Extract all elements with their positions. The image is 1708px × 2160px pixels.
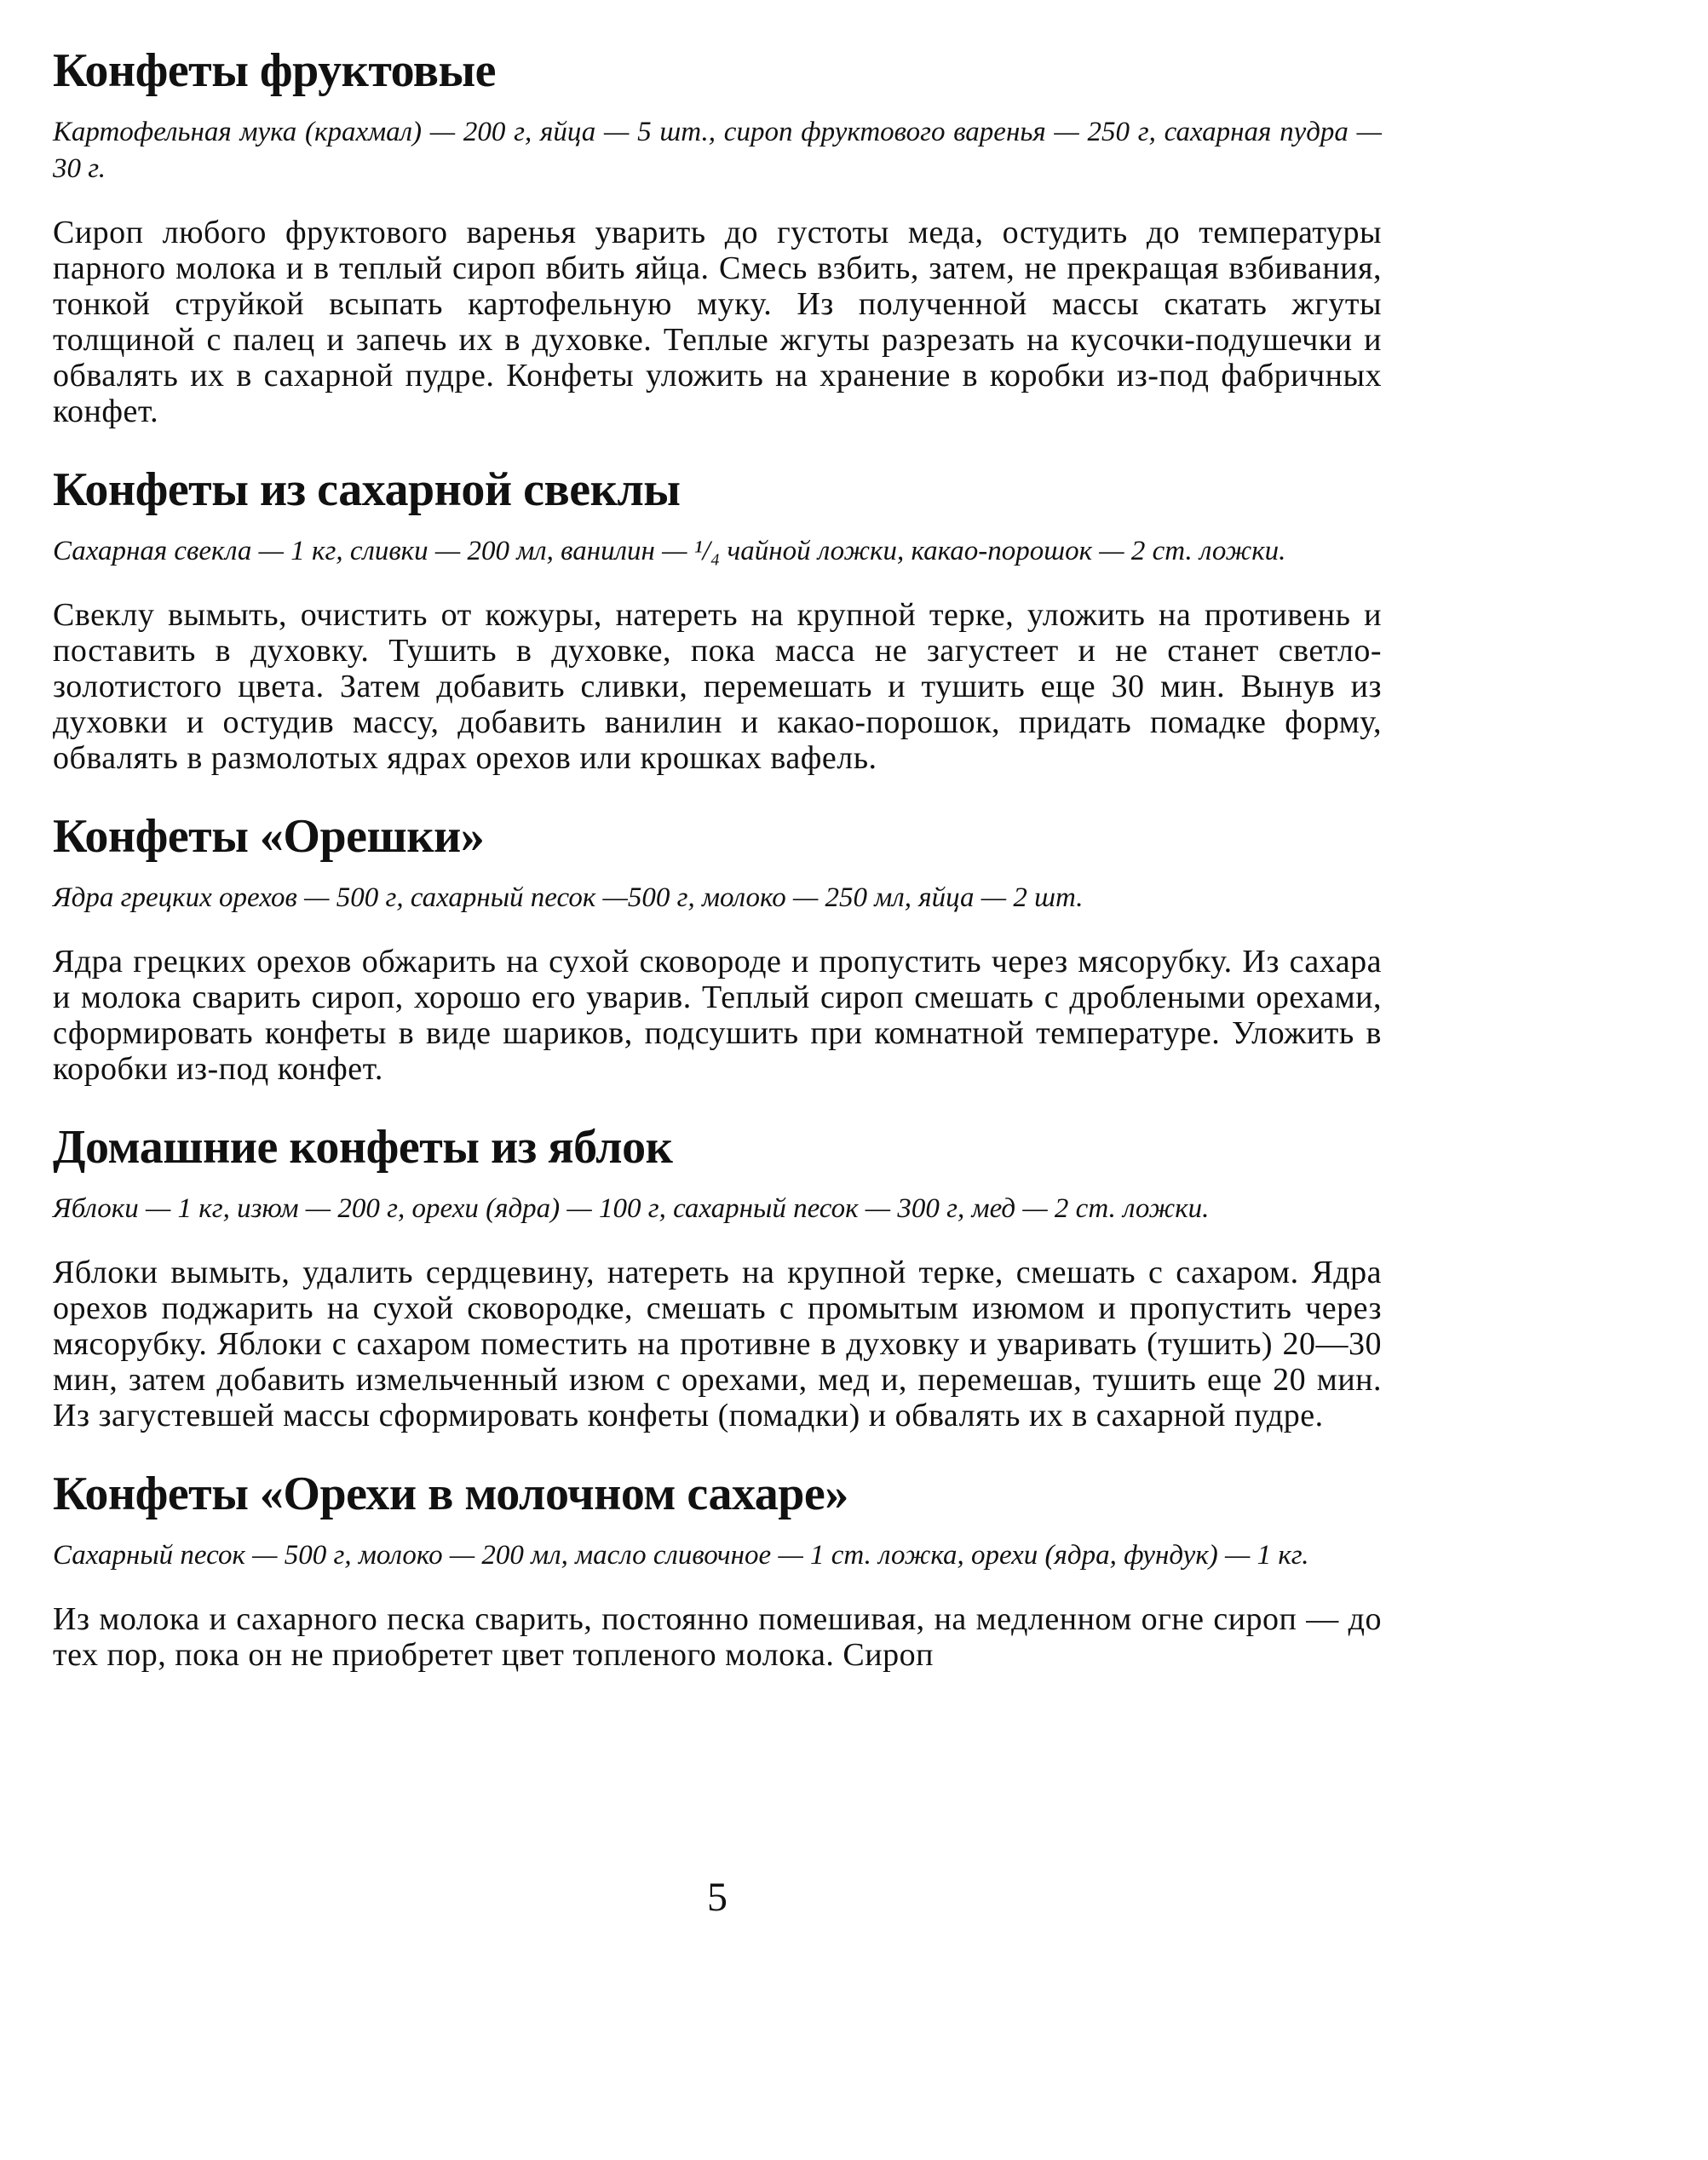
- recipe-sugar-beet-candies: [53, 462, 1382, 776]
- recipe-title: Конфеты «Орешки»: [53, 810, 485, 863]
- recipe-ingredients: Картофельная мука (крахмал) — 200 г, яйца — 5 шт., сироп фруктового варенья — 250 г, сахарная пудра — 30 г.: [53, 117, 1382, 184]
- recipe-method: Сироп любого фруктового варенья уварить до густоты меда, остудить до температуры парного молока и в теплый сироп вбить яйца. Смесь взбить, затем, не прекращая взбивания, тонкой струйкой всыпать картофельную муку. Из полученной массы скатать жгуты толщиной с палец и запечь их в духовке. Теплые жгуты разрезать на кусочки-подушечки и обвалять их в сахарной пудре. Конфеты уложить на хранение в коробки из-под фабричных конфет.: [53, 215, 1382, 429]
- book-page: [53, 43, 1382, 1920]
- recipe-fruit-candies: [53, 43, 1382, 429]
- recipe-method: Из молока и сахарного песка сварить, постоянно помешивая, на медленном огне сироп — до тех пор, пока он не приобретет цвет топленого молока. Сироп: [53, 1601, 1382, 1673]
- recipe-apple-candies: [53, 1119, 1382, 1433]
- recipe-method: Яблоки вымыть, удалить сердцевину, натереть на крупной терке, смешать с сахаром. Ядра орехов поджарить на сухой сковородке, смешать с промытым изюмом и пропустить через мясорубку. Яблоки с сахаром поместить на противне в духовку и уваривать (тушить) 20—30 мин, затем добавить измельченный изюм с орехами, мед и, перемешав, тушить еще 20 мин. Из загустевшей массы сформировать конфеты (помадки) и обвалять их в сахарной пудре.: [53, 1255, 1382, 1433]
- recipe-nut-candies: [53, 808, 1382, 1087]
- recipe-ingredients: Сахарная свекла — 1 кг, сливки — 200 мл, ванилин — ¹/₄ чайной ложки, какао-порошок — 2 ст. ложки.: [53, 536, 1286, 566]
- recipe-method: Ядра грецких орехов обжарить на сухой сковороде и пропустить через мясорубку. Из сахара и молока сварить сироп, хорошо его уварив. Теплый сироп смешать с дроблеными орехами, сформировать конфеты в виде шариков, подсушить при комнатной температуре. Уложить в коробки из-под конфет.: [53, 944, 1382, 1087]
- page-number: 5: [707, 1875, 727, 1920]
- recipe-title: Домашние конфеты из яблок: [53, 1121, 673, 1174]
- recipe-title: Конфеты «Орехи в молочном сахаре»: [53, 1468, 848, 1520]
- recipe-nuts-in-milk-sugar: [53, 1466, 1382, 1673]
- recipe-ingredients: Ядра грецких орехов — 500 г, сахарный песок —500 г, молоко — 250 мл, яйца — 2 шт.: [53, 882, 1084, 913]
- recipe-method: Свеклу вымыть, очистить от кожуры, натереть на крупной терке, уложить на противень и поставить в духовку. Тушить в духовке, пока масса не загустеет и не станет светло-золотистого цвета. Затем добавить сливки, перемешать и тушить еще 30 мин. Вынув из духовки и остудив массу, добавить ванилин и какао-порошок, придать помадке форму, обвалять в размолотых ядрах орехов или крошках вафель.: [53, 597, 1382, 776]
- recipe-ingredients: Яблоки — 1 кг, изюм — 200 г, орехи (ядра) — 100 г, сахарный песок — 300 г, мед — 2 ст. ложки.: [53, 1193, 1210, 1224]
- recipe-title: Конфеты фруктовые: [53, 44, 497, 97]
- recipe-ingredients: Сахарный песок — 500 г, молоко — 200 мл, масло сливочное — 1 ст. ложка, орехи (ядра, фундук) — 1 кг.: [53, 1540, 1309, 1571]
- recipe-title: Конфеты из сахарной свеклы: [53, 463, 681, 516]
